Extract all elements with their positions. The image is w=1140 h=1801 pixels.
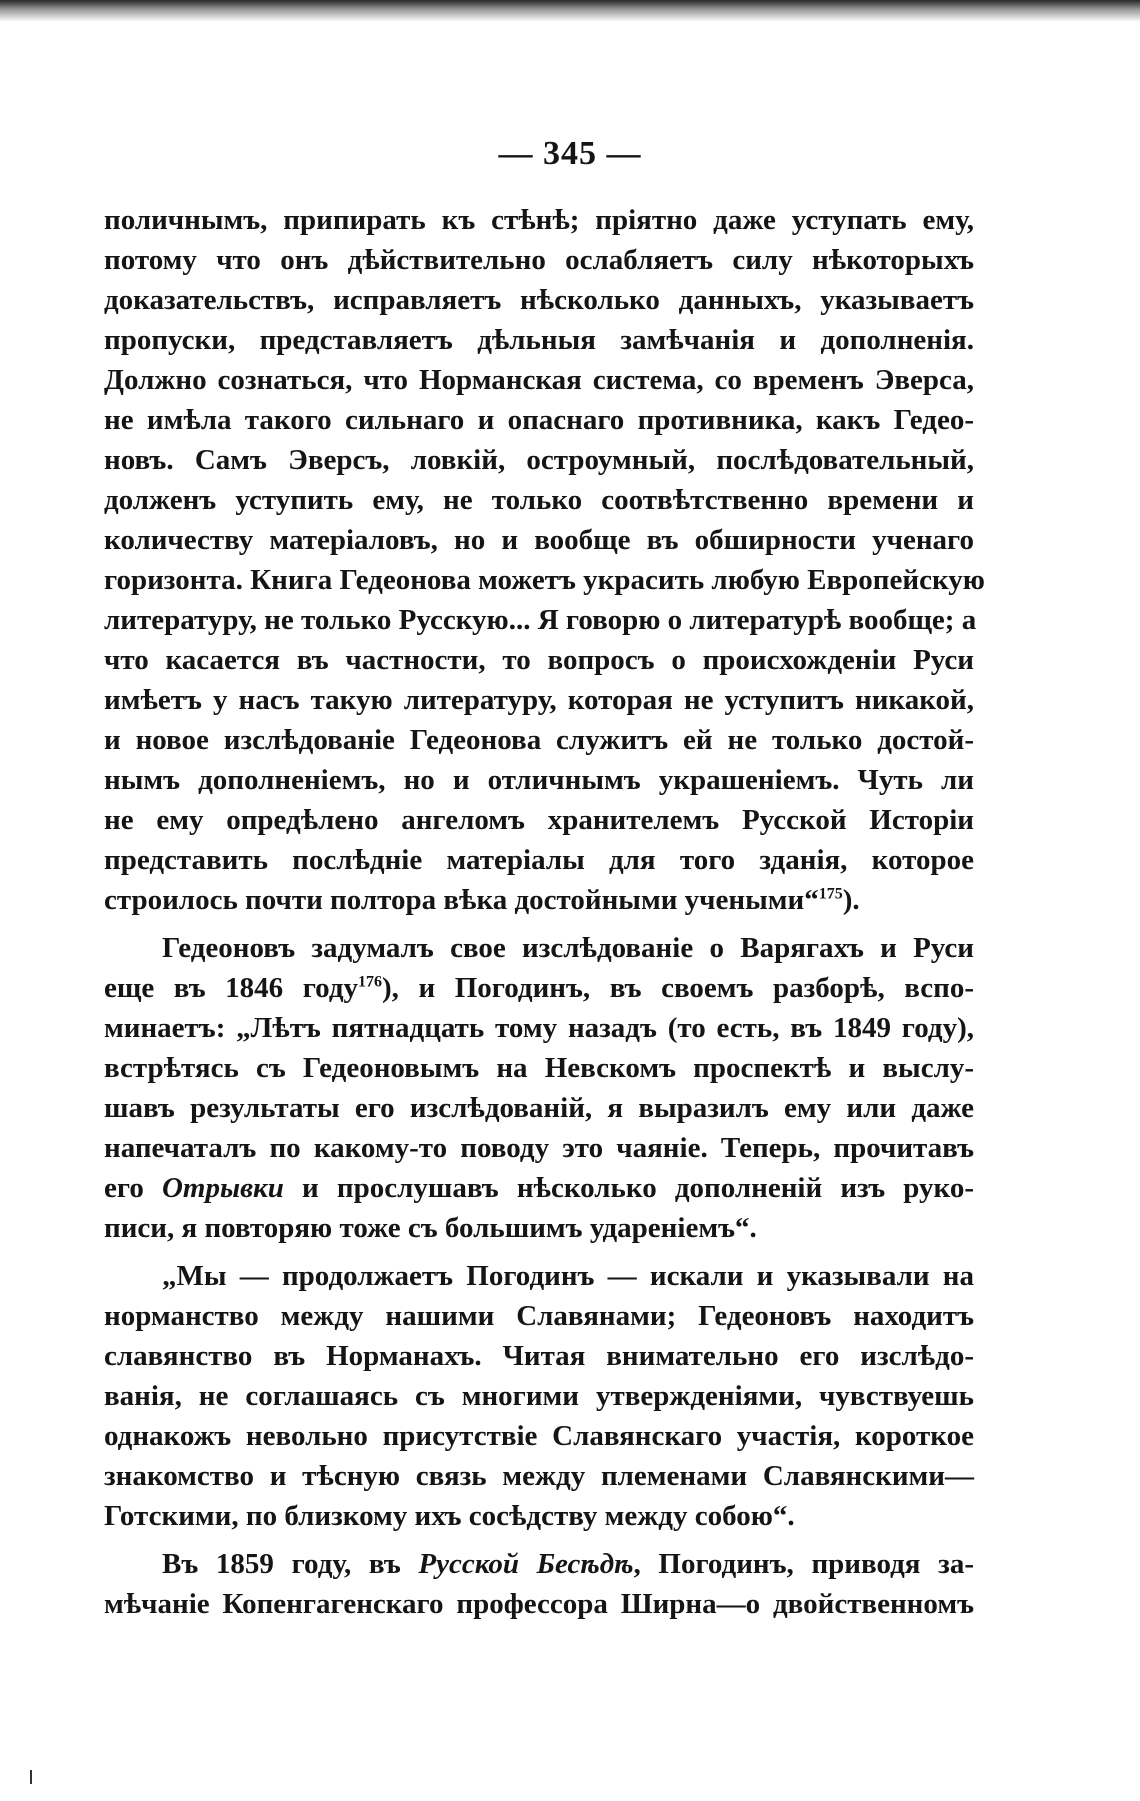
text-line xyxy=(104,1544,974,1584)
text-line xyxy=(104,200,974,240)
text-line xyxy=(104,400,974,440)
line-text: и новое изслѣдованіе Гедеонова служитъ ей не только достой- xyxy=(104,724,974,756)
text-line xyxy=(104,1008,974,1048)
text-line xyxy=(104,320,974,360)
line-text: нымъ дополненіемъ, но и отличнымъ украшеніемъ. Чуть ли xyxy=(104,764,974,796)
line-text: потому что онъ дѣйствительно ослабляетъ силу нѣкоторыхъ xyxy=(104,244,974,276)
line-text: „Мы — продолжаетъ Погодинъ — искали и указывали на xyxy=(162,1260,974,1292)
page-number: — 345 — xyxy=(498,135,642,172)
text-line xyxy=(104,1088,974,1128)
text-line xyxy=(104,968,974,1008)
line-text: Въ 1859 году, въ xyxy=(162,1548,419,1580)
line-text: долженъ уступить ему, не только соотвѣтственно времени и xyxy=(104,484,974,516)
line-text: шавъ результаты его изслѣдованій, я выразилъ ему или даже xyxy=(104,1092,974,1124)
line-text: Должно сознаться, что Норманская система, со временъ Эверса, xyxy=(104,364,974,396)
text-line xyxy=(104,1128,974,1168)
line-text: количеству матеріаловъ, но и вообще въ обширности ученаго xyxy=(104,524,974,556)
line-text: Готскими, по близкому ихъ сосѣдству между собою“. xyxy=(104,1500,795,1532)
text-line xyxy=(104,720,974,760)
text-line xyxy=(104,1584,974,1624)
line-text: ванія, не соглашаясь съ многими утвержденіями, чувствуешь xyxy=(104,1380,974,1412)
text-line xyxy=(104,1208,974,1248)
line-text: Гедеоновъ задумалъ свое изслѣдованіе о Варягахъ и Руси xyxy=(162,932,974,964)
text-line xyxy=(104,840,974,880)
line-text: имѣетъ у насъ такую литературу, которая не уступитъ никакой, xyxy=(104,684,974,716)
italic-title: Русской Бесѣдѣ xyxy=(418,1548,634,1580)
line-text: норманство между нашими Славянами; Гедеоновъ находитъ xyxy=(104,1300,974,1332)
line-text: напечаталъ по какому-то поводу это чаяніе. Теперь, прочитавъ xyxy=(104,1132,974,1164)
footnote-marker: 175 xyxy=(818,885,843,903)
text-line xyxy=(104,928,974,968)
text-line xyxy=(104,1456,974,1496)
line-text: славянство въ Норманахъ. Читая внимательно его изслѣдо- xyxy=(104,1340,974,1372)
page-text xyxy=(104,200,985,1624)
text-line xyxy=(104,240,974,280)
line-text: литературу, не только Русскую... Я говорю о литературѣ вообще; а xyxy=(104,604,977,636)
text-line xyxy=(104,1048,974,1088)
line-text-continued: ), и Погодинъ, въ своемъ разборѣ, вспо- xyxy=(382,972,974,1004)
italic-title: Отрывки xyxy=(161,1172,284,1204)
text-line xyxy=(104,360,974,400)
line-text: горизонта. Книга Гедеонова можетъ украсить любую Европейскую xyxy=(104,564,985,596)
text-line xyxy=(104,680,974,720)
line-text: новъ. Самъ Эверсъ, ловкій, остроумный, послѣдовательный, xyxy=(104,444,974,476)
line-text: еще въ 1846 году xyxy=(104,972,359,1004)
text-line xyxy=(104,1496,974,1536)
text-line xyxy=(104,520,974,560)
line-text: что касается въ частности, то вопросъ о происхожденіи Руси xyxy=(104,644,974,676)
text-line xyxy=(104,600,977,640)
line-text: доказательствъ, исправляетъ нѣсколько данныхъ, указываетъ xyxy=(104,284,974,316)
text-line xyxy=(104,640,974,680)
line-text: представить послѣдніе матеріалы для того зданія, которое xyxy=(104,844,974,876)
line-text: его xyxy=(104,1172,162,1204)
line-text: писи, я повторяю тоже съ большимъ удареніемъ“. xyxy=(104,1212,757,1244)
scan-edge-top xyxy=(0,0,1140,24)
text-line xyxy=(104,880,974,920)
line-text: мѣчаніе Копенгагенскаго профессора Ширна—о двойственномъ xyxy=(104,1588,974,1620)
line-text-continued: ). xyxy=(842,884,860,916)
line-text: строилось почти полтора вѣка достойными учеными“ xyxy=(104,884,819,916)
text-line xyxy=(104,1376,974,1416)
text-line xyxy=(104,760,974,800)
text-line xyxy=(104,440,974,480)
line-text: пропуски, представляетъ дѣльныя замѣчанія и дополненія. xyxy=(104,324,974,356)
line-text: встрѣтясь съ Гедеоновымъ на Невскомъ проспектѣ и выслу- xyxy=(104,1052,974,1084)
line-text: не имѣла такого сильнаго и опаснаго противника, какъ Гедео- xyxy=(104,404,974,436)
line-text-continued: и прослушавъ нѣсколько дополненій изъ руко- xyxy=(283,1172,974,1204)
line-text: однакожъ невольно присутствіе Славянскаго участія, короткое xyxy=(104,1420,974,1452)
text-line xyxy=(104,1256,974,1296)
text-line xyxy=(104,280,974,320)
line-text: минаетъ: „Лѣтъ пятнадцать тому назадъ (то есть, въ 1849 году), xyxy=(104,1012,974,1044)
text-line xyxy=(104,480,974,520)
line-text-continued: , Погодинъ, приводя за- xyxy=(633,1548,974,1580)
text-line xyxy=(104,1416,974,1456)
text-line xyxy=(104,1336,974,1376)
footnote-marker: 176 xyxy=(358,973,383,991)
text-line xyxy=(104,1296,974,1336)
text-line xyxy=(104,560,985,600)
line-text: поличнымъ, припирать къ стѣнѣ; пріятно даже уступать ему, xyxy=(104,204,974,236)
line-text: не ему опредѣлено ангеломъ хранителемъ Русской Исторіи xyxy=(104,804,974,836)
line-text: знакомство и тѣсную связь между племенами Славянскими— xyxy=(104,1460,974,1492)
text-line xyxy=(104,1168,974,1208)
scan-edge-mark xyxy=(30,1770,32,1784)
text-line xyxy=(104,800,974,840)
